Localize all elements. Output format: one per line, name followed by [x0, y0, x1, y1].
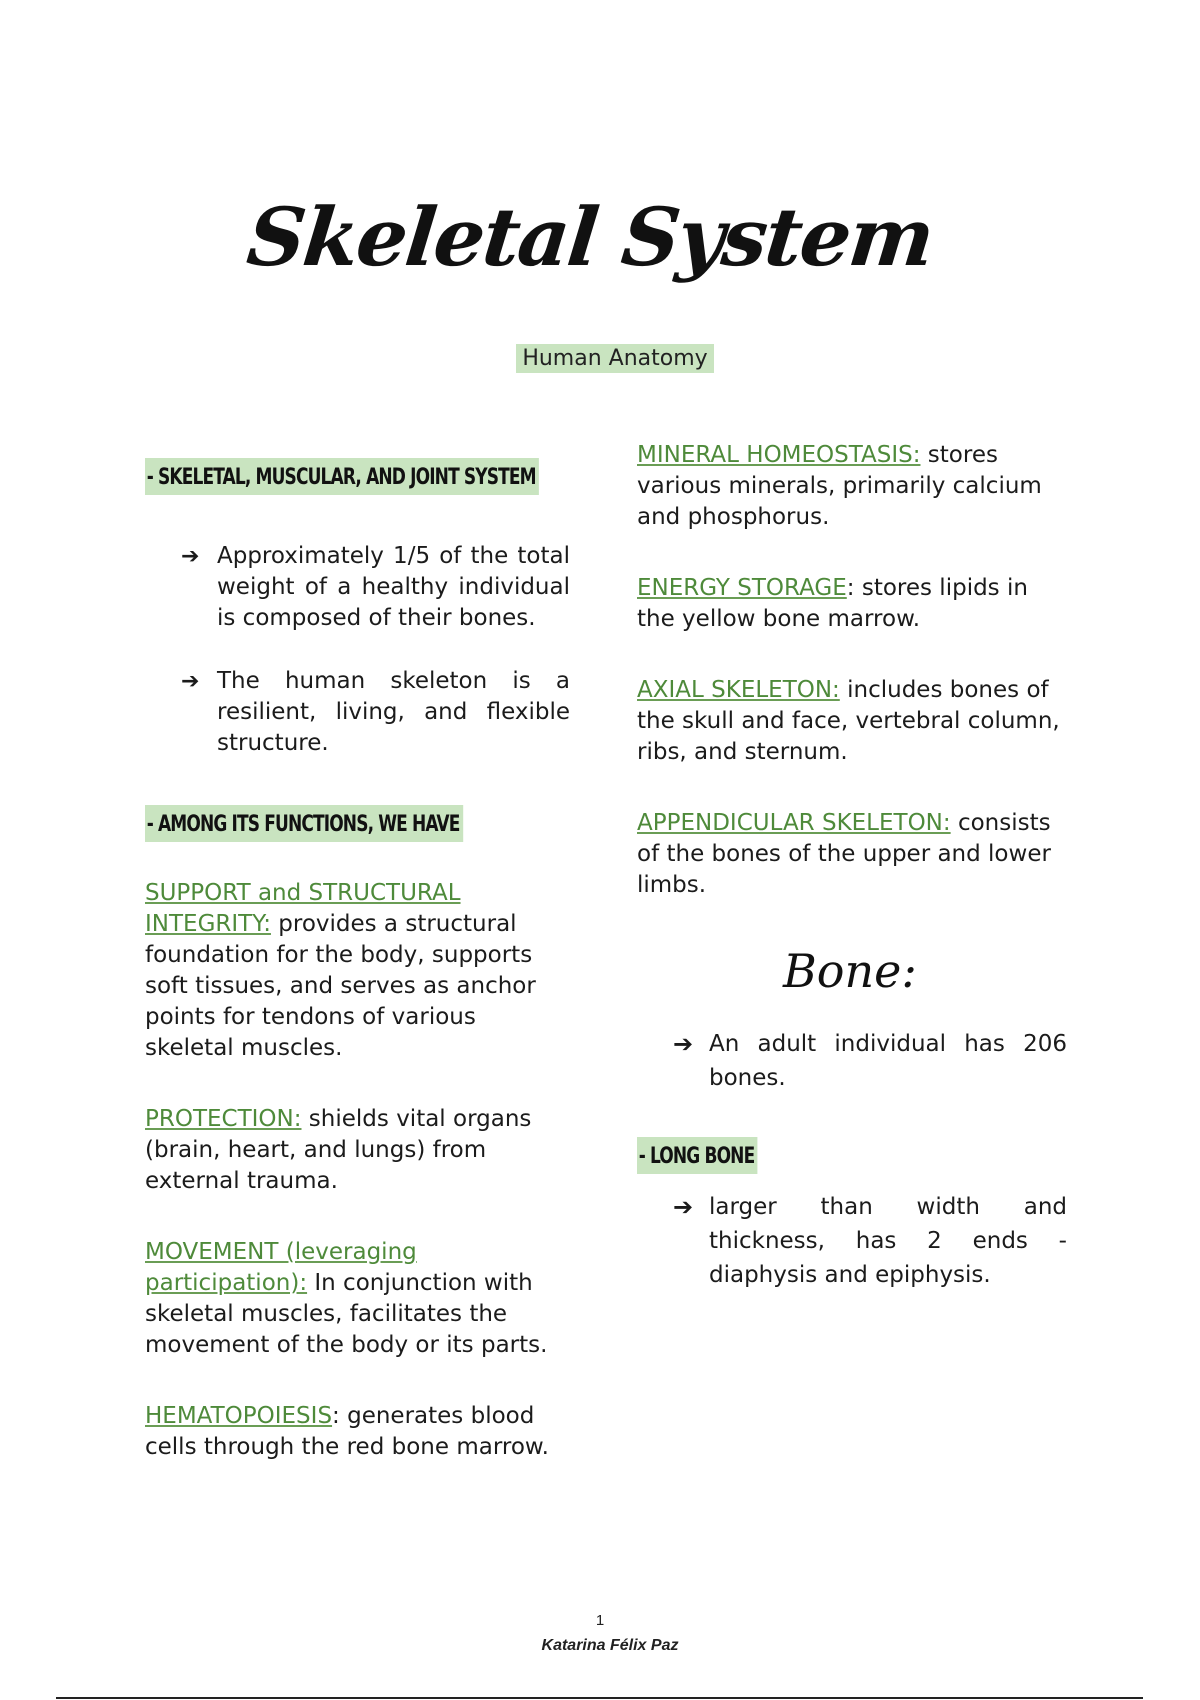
function-movement — [145, 1237, 570, 1361]
function-term: MOVEMENT (leveraging participation): — [145, 1239, 417, 1296]
function-text: consists of the bones of the upper and lower limbs. — [637, 810, 1051, 898]
page-title: Skeletal System — [242, 190, 938, 284]
bullet-item — [637, 1027, 1067, 1095]
arrow-right-icon: ➔ — [181, 544, 200, 569]
page-bottom-divider — [56, 1697, 1143, 1699]
section-heading-skeletal-muscular-joint: - SKELETAL, MUSCULAR, AND JOINT SYSTEM — [145, 458, 539, 495]
function-term: MINERAL HOMEOSTASIS: — [637, 442, 921, 468]
subtitle-container — [0, 344, 1200, 373]
function-protection — [145, 1104, 570, 1197]
function-mineral-homeostasis — [637, 440, 1067, 533]
long-bone-heading-wrap — [637, 1137, 1067, 1174]
function-text: : stores lipids in the yellow bone marrow. — [637, 575, 1028, 632]
function-text: stores various minerals, primarily calcium and phosphorus. — [637, 442, 1042, 530]
right-column — [637, 440, 1067, 1292]
function-support — [145, 878, 570, 1064]
function-term: HEMATOPOIESIS — [145, 1403, 333, 1429]
function-term: AXIAL SKELETON: — [637, 677, 840, 703]
function-hematopoiesis — [145, 1401, 570, 1463]
function-text: shields vital organs (brain, heart, and lungs) from external trauma. — [145, 1106, 532, 1194]
arrow-right-icon: ➔ — [673, 1193, 694, 1221]
function-term: PROTECTION: — [145, 1106, 302, 1132]
page-number: 1 — [595, 1612, 605, 1629]
left-column — [145, 458, 570, 1463]
section-heading-functions: - AMONG ITS FUNCTIONS, WE HAVE — [145, 805, 463, 842]
section-heading-long-bone: - LONG BONE — [637, 1137, 758, 1174]
arrow-right-icon: ➔ — [181, 669, 200, 694]
arrow-right-icon: ➔ — [673, 1030, 694, 1058]
bullet-text: larger than width and thickness, has 2 ends - diaphysis and epiphysis. — [709, 1194, 1067, 1288]
bullet-text: The human skeleton is a resilient, living, and flexible structure. — [217, 668, 570, 756]
function-text: provides a structural foundation for the body, supports soft tissues, and serves as anchor points for tendons of various skeletal muscles. — [145, 911, 536, 1061]
bullet-item — [145, 666, 570, 759]
bullet-text: An adult individual has 206 bones. — [709, 1031, 1067, 1091]
bullet-item — [145, 541, 570, 634]
page-subtitle: Human Anatomy — [516, 344, 713, 373]
function-term: ENERGY STORAGE — [637, 575, 847, 601]
function-appendicular-skeleton — [637, 808, 1067, 901]
function-term: SUPPORT and STRUCTURAL INTEGRITY: — [145, 880, 461, 937]
bullet-text: Approximately 1/5 of the total weight of a healthy individual is composed of their bones. — [217, 543, 570, 631]
function-term: APPENDICULAR SKELETON: — [637, 810, 951, 836]
functions-heading-wrap — [145, 805, 570, 842]
function-axial-skeleton — [637, 675, 1067, 768]
author-name: Katarina Félix Paz — [541, 1637, 679, 1654]
function-text: includes bones of the skull and face, vertebral column, ribs, and sternum. — [637, 677, 1060, 765]
function-text: In conjunction with skeletal muscles, facilitates the movement of the body or its parts. — [145, 1270, 548, 1358]
function-energy-storage — [637, 573, 1067, 635]
bullet-item — [637, 1190, 1067, 1292]
function-text: : generates blood cells through the red bone marrow. — [145, 1403, 549, 1460]
bone-heading: Bone: — [783, 944, 917, 998]
